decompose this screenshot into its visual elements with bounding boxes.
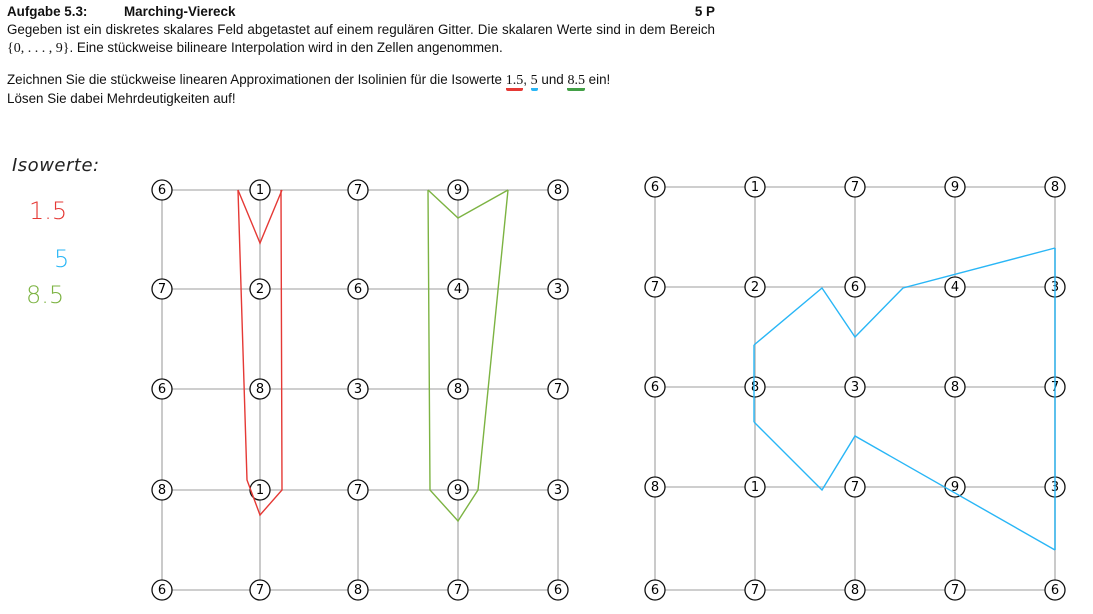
node-value: 1 — [255, 483, 265, 498]
node-value: 9 — [453, 183, 463, 198]
node-value: 7 — [950, 583, 960, 598]
grid-node — [645, 277, 665, 297]
isovalue-1: 1.5 — [506, 73, 524, 91]
node-value: 8 — [255, 382, 265, 397]
node-value: 6 — [850, 280, 860, 295]
isovalue-2: 5 — [531, 73, 538, 91]
node-value: 1 — [750, 180, 760, 195]
grid-node — [945, 177, 965, 197]
grid-node — [645, 177, 665, 197]
intro-text-2: . Eine stückweise bilineare Interpolation wird in den Zellen angenommen. — [69, 40, 503, 55]
isoline-8-5-top — [428, 190, 508, 218]
instruction-end: ein! — [584, 72, 611, 87]
node-value: 9 — [453, 483, 463, 498]
right-grid — [645, 177, 1065, 600]
grid-node — [348, 379, 368, 399]
node-value: 7 — [353, 183, 363, 198]
grid-node — [448, 379, 468, 399]
grid-node — [448, 279, 468, 299]
node-value: 6 — [553, 583, 563, 598]
grid-node — [152, 279, 172, 299]
intro-text-1: Gegeben ist ein diskretes skalares Feld abgetastet auf einem regulären Gitter. Die skalaren Werte sind in dem Bereich — [7, 22, 715, 37]
grid-node — [1045, 580, 1065, 600]
grid-node — [845, 177, 865, 197]
node-value: 8 — [453, 382, 463, 397]
grid-node — [745, 177, 765, 197]
grid-node — [548, 279, 568, 299]
node-value: 9 — [950, 480, 960, 495]
grid-node — [152, 580, 172, 600]
node-value: 3 — [1050, 280, 1060, 295]
grid-node — [152, 180, 172, 200]
grid-node — [448, 580, 468, 600]
instruction-text: Zeichnen Sie die stückweise linearen Approximationen der Isolinien für die Isowerte — [7, 72, 506, 87]
grid-node — [348, 279, 368, 299]
node-value: 1 — [750, 480, 760, 495]
grid-node — [745, 277, 765, 297]
grid-node — [745, 477, 765, 497]
node-value: 6 — [157, 382, 167, 397]
grid-node — [745, 580, 765, 600]
node-value: 8 — [650, 480, 660, 495]
grid-node — [945, 277, 965, 297]
task-number: Aufgabe 5.3: — [7, 4, 88, 19]
node-value: 7 — [650, 280, 660, 295]
node-value: 3 — [353, 382, 363, 397]
node-value: 7 — [353, 483, 363, 498]
grid-node — [152, 379, 172, 399]
node-value: 6 — [157, 183, 167, 198]
node-value: 4 — [950, 280, 960, 295]
node-value: 8 — [750, 380, 760, 395]
grid-node — [348, 580, 368, 600]
node-value: 8 — [950, 380, 960, 395]
isoline-5-upper — [754, 248, 1055, 345]
grid-node — [548, 480, 568, 500]
legend-value-5: 5 — [54, 245, 70, 273]
grid-node — [945, 377, 965, 397]
node-value: 6 — [650, 180, 660, 195]
node-value: 6 — [353, 282, 363, 297]
grid-node — [845, 477, 865, 497]
grid-node — [448, 180, 468, 200]
grid-node — [548, 180, 568, 200]
node-value: 3 — [1050, 480, 1060, 495]
legend-title: Isowerte: — [12, 155, 100, 176]
node-value: 7 — [157, 282, 167, 297]
grid-node — [250, 580, 270, 600]
node-value: 3 — [553, 282, 563, 297]
node-value: 1 — [255, 183, 265, 198]
separator-1: , — [523, 72, 531, 87]
grid-node — [250, 379, 270, 399]
legend-value-8-5: 8.5 — [26, 281, 65, 309]
node-value: 8 — [353, 583, 363, 598]
instruction-line-2: Lösen Sie dabei Mehrdeutigkeiten auf! — [7, 91, 236, 106]
node-value: 7 — [453, 583, 463, 598]
value-range: {0, . . . , 9} — [7, 41, 70, 56]
isoline-5-lower — [754, 422, 1055, 550]
node-value: 3 — [553, 483, 563, 498]
node-value: 4 — [453, 282, 463, 297]
grid-node — [548, 379, 568, 399]
separator-2: und — [537, 72, 568, 87]
grid-node — [348, 480, 368, 500]
node-value: 6 — [650, 380, 660, 395]
grid-node — [250, 180, 270, 200]
grid-node — [152, 480, 172, 500]
node-value: 7 — [255, 583, 265, 598]
grid-node — [448, 480, 468, 500]
node-value: 7 — [553, 382, 563, 397]
grid-node — [945, 477, 965, 497]
node-value: 6 — [1050, 583, 1060, 598]
node-value: 2 — [750, 280, 760, 295]
isovalue-3: 8.5 — [567, 73, 585, 91]
grid-node — [845, 580, 865, 600]
task-title: Marching-Viereck — [124, 4, 236, 19]
legend-value-1-5: 1.5 — [29, 197, 68, 225]
node-value: 6 — [157, 583, 167, 598]
node-value: 6 — [650, 583, 660, 598]
grid-node — [250, 279, 270, 299]
left-grid — [152, 180, 568, 600]
node-value: 7 — [850, 480, 860, 495]
node-value: 7 — [750, 583, 760, 598]
node-value: 8 — [157, 483, 167, 498]
node-value: 8 — [553, 183, 563, 198]
grid-node — [845, 377, 865, 397]
grid-node — [348, 180, 368, 200]
task-points: 5 P — [694, 4, 715, 19]
grid-node — [745, 377, 765, 397]
node-value: 8 — [1050, 180, 1060, 195]
grid-node — [1045, 177, 1065, 197]
isoline-8-5-main — [428, 190, 508, 521]
node-value: 2 — [255, 282, 265, 297]
grid-node — [845, 277, 865, 297]
node-value: 7 — [850, 180, 860, 195]
grid-node — [645, 477, 665, 497]
node-value: 8 — [850, 583, 860, 598]
node-value: 9 — [950, 180, 960, 195]
grid-node — [548, 580, 568, 600]
grid-node — [645, 377, 665, 397]
grid-node — [645, 580, 665, 600]
grid-node — [945, 580, 965, 600]
node-value: 3 — [850, 380, 860, 395]
node-value: 7 — [1050, 380, 1060, 395]
